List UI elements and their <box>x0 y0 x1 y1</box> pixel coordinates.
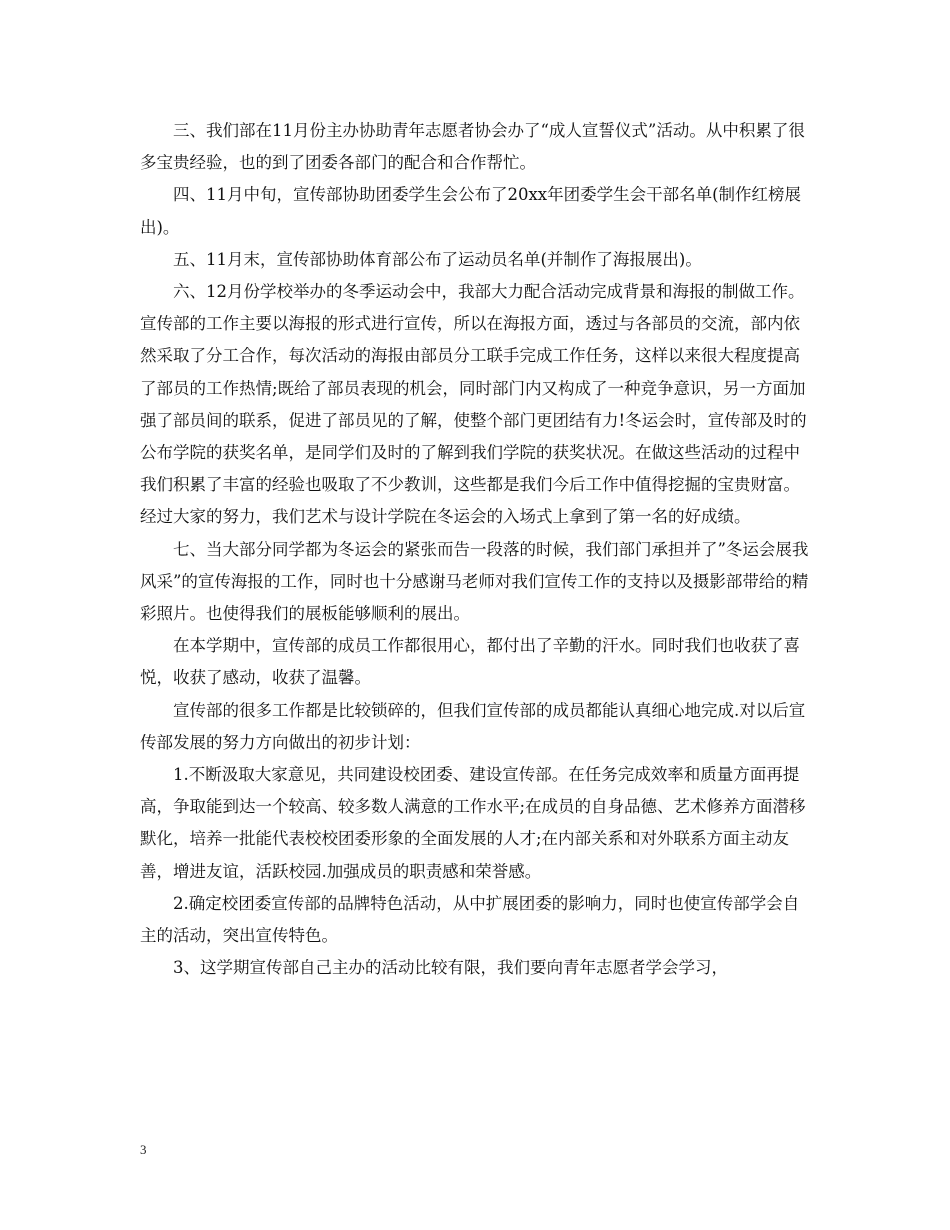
paragraph: 六、12月份学校举办的冬季运动会中，我部大力配合活动完成背景和海报的制做工作。宣传部的工作主要以海报的形式进行宣传，所以在海报方面，透过与各部员的交流，部内依然采取了分工合作，每次活动的海报由部员分工联手完成工作任务，这样以来很大程度提高了部员的工作热情;既给了部员表现的机会，同时部门内又构成了一种竞争意识，另一方面加强了部员间的联系，促进了部员见的了解，使整个部门更团结有力!冬运会时，宣传部及时的公布学院的获奖名单，是同学们及时的了解到我们学院的获奖状况。在做这些活动的过程中我们积累了丰富的经验也吸取了不少教训，这些都是我们今后工作中值得挖掘的宝贵财富。经过大家的努力，我们艺术与设计学院在冬运会的入场式上拿到了第一名的好成绩。 <box>140 282 807 527</box>
paragraph: 三、我们部在11月份主办协助青年志愿者协会办了“成人宣誓仪式”活动。从中积累了很多宝贵经验，也的到了团委各部门的配合和合作帮忙。 <box>140 121 805 173</box>
paragraph: 七、当大部分同学都为冬运会的紧张而告一段落的时候，我们部门承担并了”冬运会展我风采”的宣传海报的工作，同时也十分感谢马老师对我们宣传工作的支持以及摄影部带给的精彩照片。也使得我们的展板能够顺利的展出。 <box>140 539 809 624</box>
paragraph: 五、11月末，宣传部协助体育部公布了运动员名单(并制作了海报展出)。 <box>173 249 702 269</box>
paragraph: 1.不断汲取大家意见，共同建设校团委、建设宣传部。在任务完成效率和质量方面再提高，争取能到达一个较高、较多数人满意的工作水平;在成员的自身品德、艺术修养方面潜移默化，培养一批能代表校校团委形象的全面发展的人才;在内部关系和对外联系方面主动友善，增进友谊，活跃校园.加强成员的职责感和荣誉感。 <box>140 765 806 881</box>
paragraph: 3、这学期宣传部自己主办的活动比较有限，我们要向青年志愿者学会学习， <box>173 958 728 978</box>
page-number: 3 <box>140 1142 147 1157</box>
paragraph: 四、11月中旬，宣传部协助团委学生会公布了20xx年团委学生会干部名单(制作红榜展出)。 <box>140 185 802 237</box>
paragraph: 2.确定校团委宣传部的品牌特色活动，从中扩展团委的影响力，同时也使宣传部学会自主的活动，突出宣传特色。 <box>140 893 800 946</box>
paragraph: 在本学期中，宣传部的成员工作都很用心，都付出了辛勤的汗水。同时我们也收获了喜悦，收获了感动，收获了温馨。 <box>140 636 800 688</box>
document-body <box>140 115 812 984</box>
paragraph: 宣传部的很多工作都是比较锁碎的，但我们宣传部的成员都能认真细心地完成.对以后宣传部发展的努力方向做出的初步计划： <box>140 700 806 752</box>
